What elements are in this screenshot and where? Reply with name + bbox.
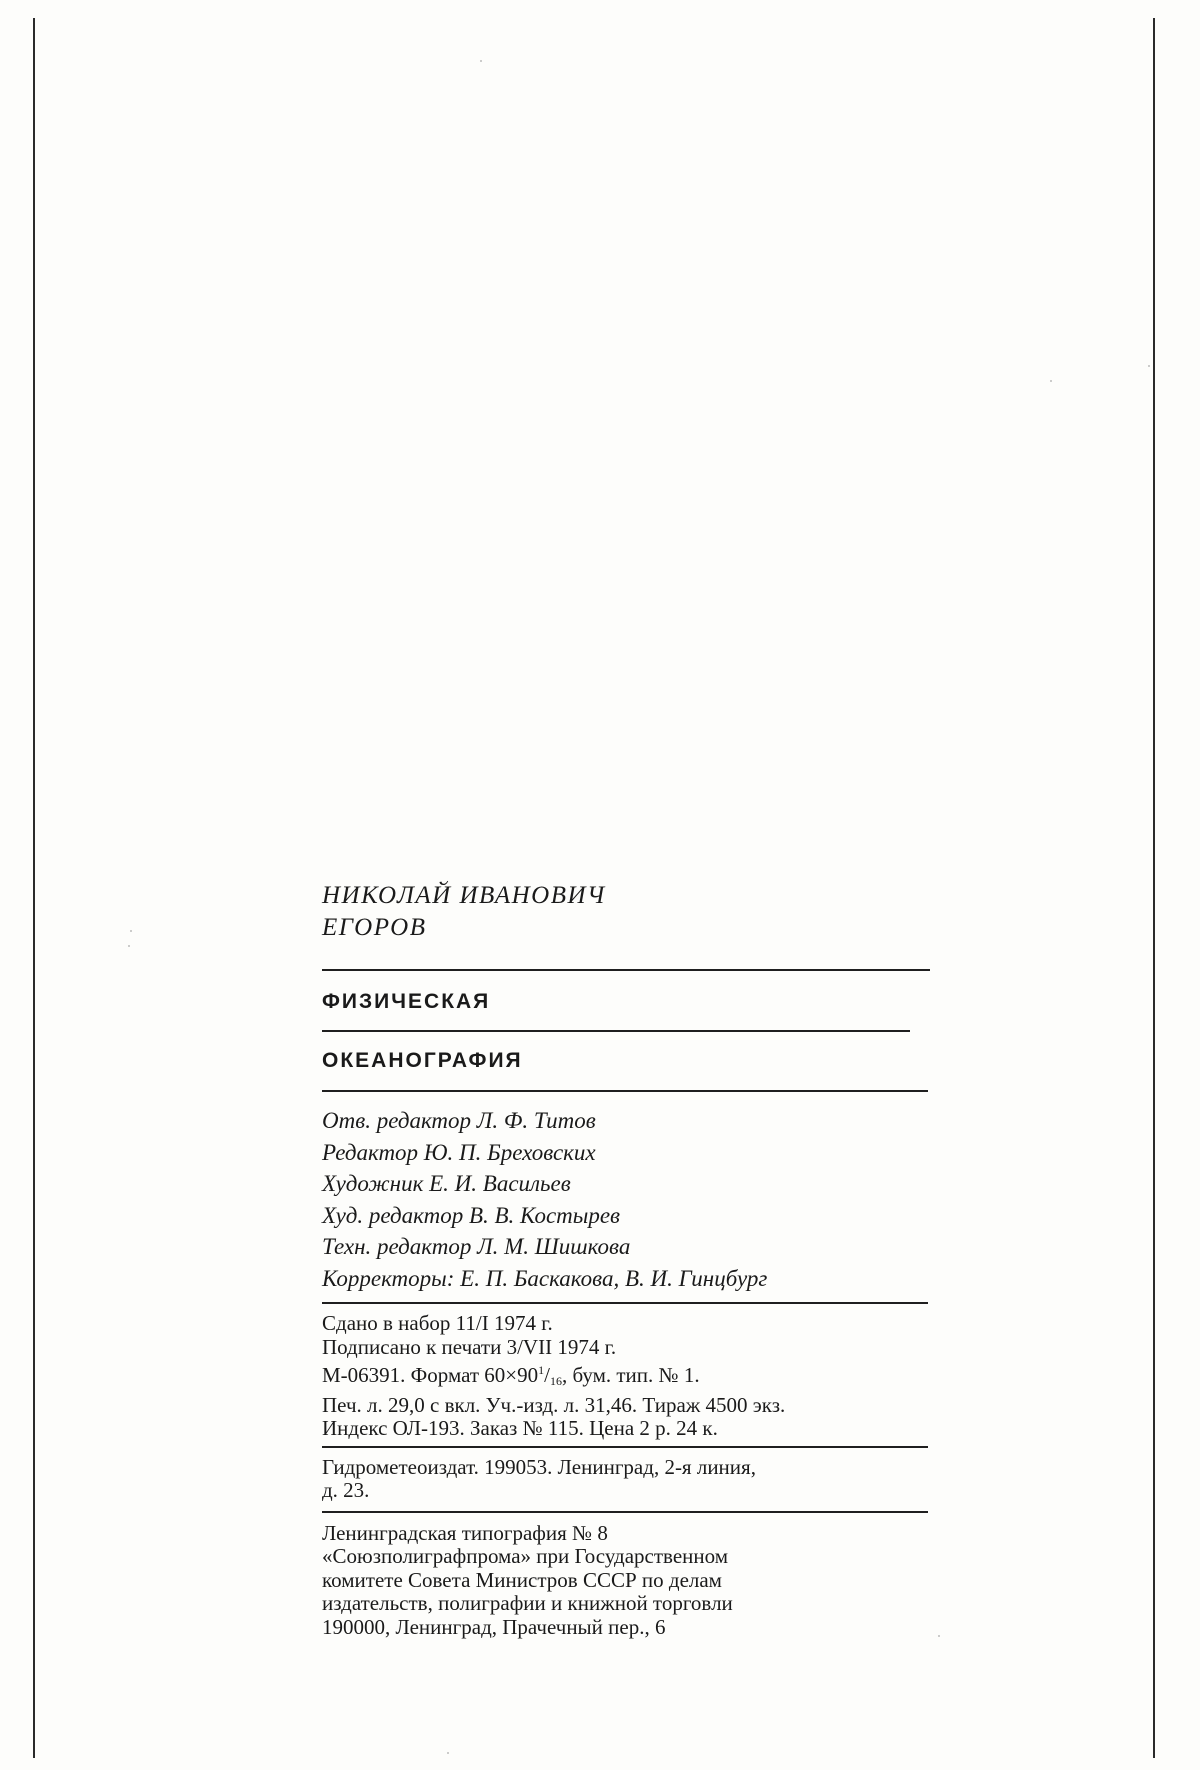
page-right-edge xyxy=(1153,18,1155,1758)
author-given-names: НИКОЛАЙ ИВАНОВИЧ xyxy=(322,882,606,909)
format-prefix: М-06391. Формат 60×90 xyxy=(322,1363,539,1387)
print-info-format-line xyxy=(322,1359,932,1394)
page-left-edge xyxy=(33,18,35,1758)
print-info-line: Подписано к печати 3/VII 1974 г. xyxy=(322,1334,617,1359)
print-info-line: Печ. л. 29,0 с вкл. Уч.-изд. л. 31,46. Тираж 4500 экз. xyxy=(322,1392,786,1417)
format-fraction-denominator: 16 xyxy=(549,1374,562,1388)
printer-line: Ленинградская типография № 8 xyxy=(322,1520,608,1545)
format-fraction-numerator: 1 xyxy=(538,1363,545,1377)
print-info-line: Сдано в набор 11/I 1974 г. xyxy=(322,1311,553,1335)
imprint-block xyxy=(322,880,932,1639)
print-info xyxy=(322,1312,932,1441)
publisher-line: Гидрометеоиздат. 199053. Ленинград, 2-я линия, xyxy=(322,1454,756,1479)
credits-list xyxy=(322,1105,932,1294)
publisher-line: д. 23. xyxy=(322,1478,370,1502)
author-name xyxy=(322,880,932,944)
author-surname: ЕГОРОВ xyxy=(322,914,427,941)
divider-rule xyxy=(322,1446,928,1448)
print-info-line: Индекс ОЛ-193. Заказ № 115. Цена 2 р. 24 к. xyxy=(322,1416,718,1440)
book-title-line1: ФИЗИЧЕСКАЯ xyxy=(322,990,491,1013)
credit-line: Техн. редактор Л. М. Шишкова xyxy=(322,1234,631,1259)
publisher-info xyxy=(322,1456,932,1503)
divider-rule xyxy=(322,1030,910,1032)
divider-rule xyxy=(322,969,930,971)
book-title-line2: ОКЕАНОГРАФИЯ xyxy=(322,1049,523,1072)
credit-line: Худ. редактор В. В. Костырев xyxy=(322,1202,621,1228)
printer-line: издательств, полиграфии и книжной торговли xyxy=(322,1591,733,1615)
credit-line: Редактор Ю. П. Бреховских xyxy=(322,1139,596,1165)
divider-rule xyxy=(322,1302,928,1304)
credit-line: Корректоры: Е. П. Баскакова, В. И. Гинцбург xyxy=(322,1265,768,1291)
scan-speck xyxy=(938,1635,940,1637)
scan-speck xyxy=(128,945,130,947)
format-fraction: $^1/_{16}$ xyxy=(538,1363,562,1388)
printer-line: комитете Совета Министров СССР по делам xyxy=(322,1567,722,1592)
scan-speck xyxy=(1148,365,1150,367)
credit-line: Художник Е. И. Васильев xyxy=(322,1171,571,1196)
credit-line: Отв. редактор Л. Ф. Титов xyxy=(322,1108,596,1133)
format-suffix: , бум. тип. № 1. xyxy=(561,1363,700,1387)
printer-line: «Союзполиграфпрома» при Государственном xyxy=(322,1544,729,1568)
printer-info xyxy=(322,1522,932,1640)
divider-rule xyxy=(322,1090,928,1092)
scan-speck xyxy=(1050,380,1052,382)
divider-rule xyxy=(322,1511,928,1513)
printer-line: 190000, Ленинград, Прачечный пер., 6 xyxy=(322,1614,666,1639)
scan-speck xyxy=(447,1752,449,1754)
scan-speck xyxy=(480,60,482,62)
scan-speck xyxy=(130,930,132,932)
